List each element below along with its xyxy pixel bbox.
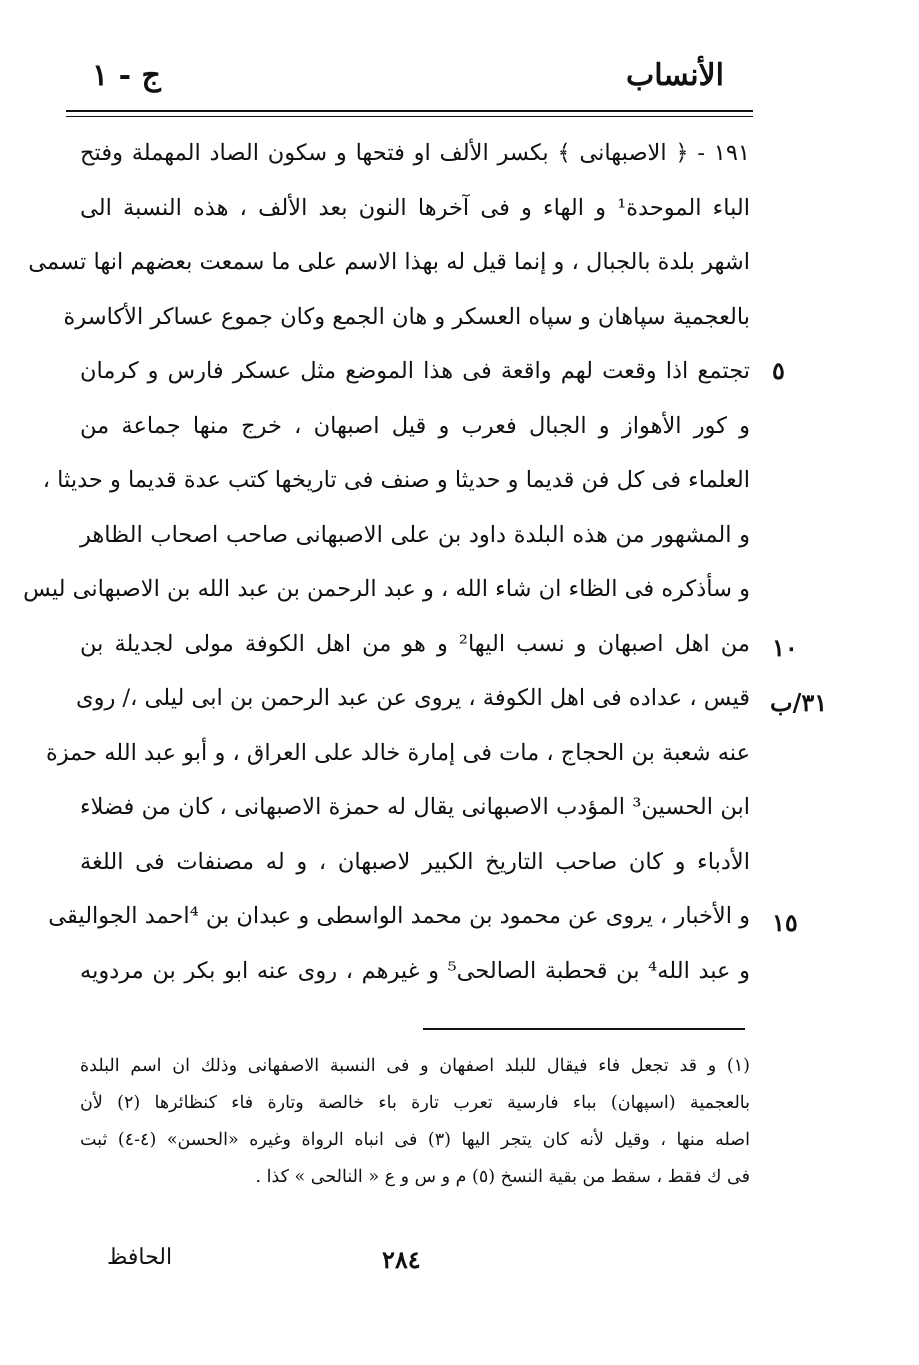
main-text [23, 126, 750, 998]
signature-word: الحافظ [107, 1245, 173, 1270]
text-line: العلماء فى كل فن قديما و حديثا و صنف فى تاريخها كتب عدة قديما و حديثا ، [42, 467, 750, 493]
text-line: قيس ، عداده فى اهل الكوفة ، يروى عن عبد الرحمن بن ابى ليلى ،/ روى [76, 685, 750, 711]
line-number-15: ١٥ [772, 908, 798, 937]
line-number-5: ٥ [772, 356, 785, 385]
folio-marker: ٣١/ب [770, 688, 828, 717]
footnote-line: بالعجمية (اسپهان) بباء فارسية تعرب تارة باء خالصة وتارة فاء كنظائرها (٢) لأن [80, 1093, 750, 1113]
text-line: و الأخبار ، يروى عن محمود بن محمد الواسطى و عبدان بن ⁴احمد الجواليقى [48, 903, 750, 929]
text-line: و سأذكره فى الظاء ان شاء الله ، و عبد الرحمن بن عبد الله بن الاصبهانى ليس [23, 576, 750, 602]
text-line: عنه شعبة بن الحجاج ، مات فى إمارة خالد على العراق ، و أبو عبد الله حمزة [45, 739, 750, 766]
footnote-line: اصله منها ، وقيل لأنه كان يتجر اليها (٣) فى انباه الرواة وغيره «الحسن» (٤-٤) ثبت [80, 1130, 751, 1150]
text-line: الباء الموحدة¹ و الهاء و فى آخرها النون بعد الألف ، هذه النسبة الى [80, 194, 750, 221]
footnote-line: (١) و قد تجعل فاء فيقال للبلد اصفهان و فى النسبة الاصفهانى وذلك ان اسم البلدة [80, 1056, 750, 1076]
footnote-line: فى ك فقط ، سقط من بقية النسخ (٥) م و س و ع « النالحى » كذا . [255, 1167, 750, 1187]
header-rule [66, 110, 753, 112]
page-number: ٢٨٤ [382, 1245, 421, 1274]
running-title: الأنساب [626, 58, 724, 93]
text-line: ١٩١ - ﴿ الاصبهانى ﴾ بكسر الألف او فتحها و سكون الصاد المهملة وفتح [80, 140, 750, 166]
text-line: بالعجمية سپاهان و سپاه العسكر و هان الجمع وكان جموع عساكر الأكاسرة [63, 303, 750, 330]
text-line: اشهر بلدة بالجبال ، و إنما قيل له بهذا الاسم على ما سمعت بعضهم انها تسمى [28, 249, 750, 275]
text-line: و عبد الله⁴ بن قحطبة الصالحى⁵ و غيرهم ، روى عنه ابو بكر بن مردويه [80, 957, 750, 984]
text-line: ابن الحسين³ المؤدب الاصبهانى يقال له حمزة الاصبهانى ، كان من فضلاء [80, 794, 750, 820]
text-line: و المشهور من هذه البلدة داود بن على الاصبهانى صاحب اصحاب الظاهر [80, 521, 750, 548]
text-line: الأدباء و كان صاحب التاريخ الكبير لاصبهان ، و له مصنفات فى اللغة [80, 848, 750, 875]
text-line: من اهل اصبهان و نسب اليها² و هو من اهل الكوفة مولى لجديلة بن [80, 630, 750, 657]
text-line: تجتمع اذا وقعت لهم واقعة فى هذا الموضع مثل عسكر فارس و كرمان [80, 358, 750, 384]
line-number-10: ١٠ [772, 633, 798, 662]
volume-label: ج - ١ [92, 58, 161, 93]
footnote-rule [423, 1028, 745, 1030]
header-rule-thin [66, 116, 753, 117]
footnotes [80, 1048, 750, 1196]
text-line: و كور الأهواز و الجبال فعرب و قيل اصبهان ، خرج منها جماعة من [80, 412, 750, 439]
